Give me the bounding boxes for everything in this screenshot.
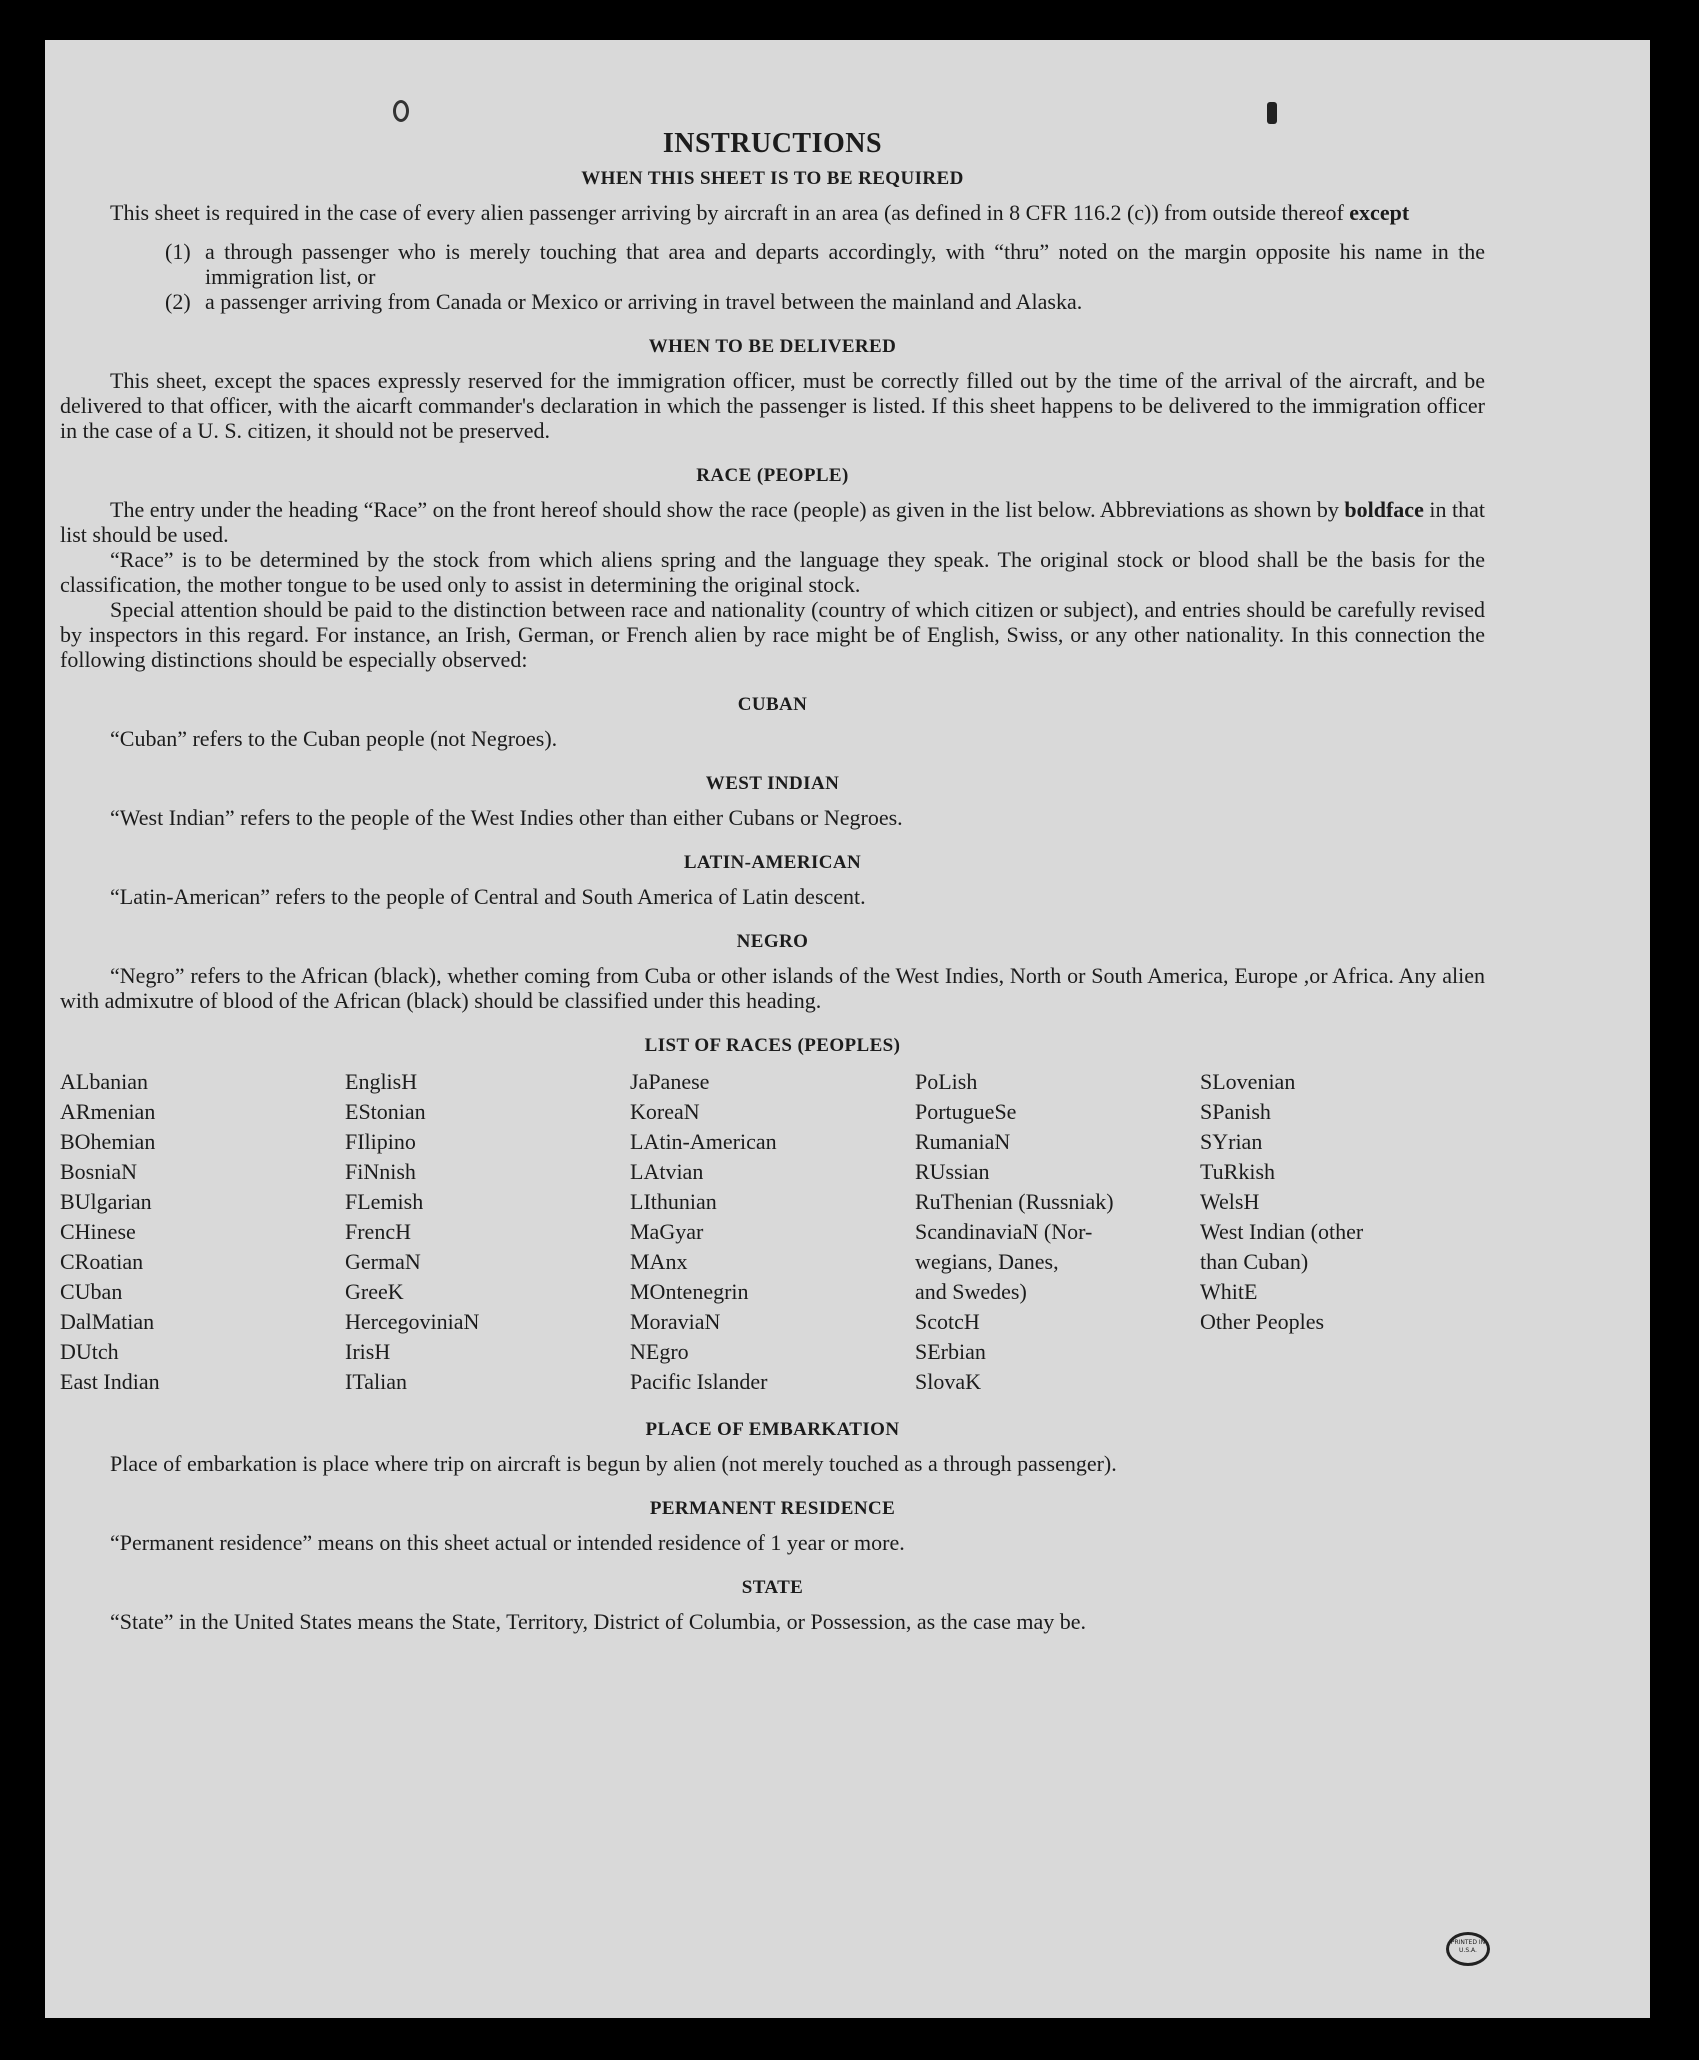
section-text: This sheet is required in the case of every alien passenger arriving by aircraft in an area (as defined in 8 CFR 116.2 (c)) from outside thereof except — [110, 200, 1410, 225]
race-entry: LAtvian — [630, 1159, 704, 1184]
race-entry: FIlipino — [345, 1129, 416, 1154]
race-column — [1200, 1067, 1485, 1397]
race-entry: ITalian — [345, 1369, 407, 1394]
race-entry: BosniaN — [60, 1159, 137, 1184]
section-text: “Latin-American” refers to the people of Central and South America of Latin descent. — [110, 884, 866, 909]
race-list-columns — [60, 1067, 1485, 1397]
race-entry: FLemish — [345, 1189, 424, 1214]
section-heading: NEGRO — [736, 931, 809, 952]
race-entry: WhitE — [1200, 1279, 1258, 1304]
race-entry: WelsH — [1200, 1189, 1260, 1214]
section-text: Place of embarkation is place where trip on aircraft is begun by alien (not merely touched as a through passenger). — [110, 1451, 1117, 1476]
race-entry: SYrian — [1200, 1129, 1263, 1154]
race-entry: JaPanese — [630, 1069, 710, 1094]
section-embarkation — [60, 1419, 1485, 1476]
race-entry: LAtin-American — [630, 1129, 777, 1154]
section-heading: WEST INDIAN — [705, 773, 840, 794]
race-entry: RuThenian (Russniak) — [915, 1189, 1114, 1214]
race-entry: PortugueSe — [915, 1099, 1017, 1124]
section-heading: LATIN-AMERICAN — [683, 852, 862, 873]
race-entry: SPanish — [1200, 1099, 1271, 1124]
race-entry: ScandinaviaN (Nor- wegians, Danes, and Swedes) — [915, 1219, 1093, 1304]
section-text: The entry under the heading “Race” on the front hereof should show the race (people) as given in the list below. Abbreviations as shown by boldface in that list should be used. — [60, 497, 1485, 547]
race-entry: East Indian — [60, 1369, 160, 1394]
list-item: (1) a through passenger who is merely touching that area and departs accordingly, with “thru” noted on the margin opposite his name in the immigration list, or — [165, 239, 1485, 289]
section-heading: PERMANENT RESIDENCE — [649, 1498, 896, 1519]
race-entry: CRoatian — [60, 1249, 144, 1274]
section-latin-american — [60, 852, 1485, 909]
race-column — [915, 1067, 1200, 1397]
race-entry: EStonian — [345, 1099, 426, 1124]
race-entry: MoraviaN — [630, 1309, 721, 1334]
document-sheet — [45, 40, 1650, 2018]
section-heading: WHEN THIS SHEET IS TO BE REQUIRED — [581, 168, 964, 189]
race-entry: IrisH — [345, 1339, 391, 1364]
race-entry: ScotcH — [915, 1309, 980, 1334]
section-race-list — [60, 1035, 1485, 1397]
race-entry: EnglisH — [345, 1069, 418, 1094]
section-text: “Permanent residence” means on this sheet actual or intended residence of 1 year or more. — [110, 1530, 905, 1555]
race-entry: RumaniaN — [915, 1129, 1011, 1154]
race-entry: TuRkish — [1200, 1159, 1276, 1184]
section-text: “Negro” refers to the African (black), whether coming from Cuba or other islands of the West Indies, North or South America, Europe ,or Africa. Any alien with admixutre of blood of the African (black) should be classified under this heading. — [60, 963, 1485, 1013]
race-entry: GermaN — [345, 1249, 421, 1274]
section-text: “Cuban” refers to the Cuban people (not Negroes). — [110, 726, 558, 751]
race-entry: West Indian (other than Cuban) — [1200, 1219, 1364, 1274]
section-text: “West Indian” refers to the people of the West Indies other than either Cubans or Negroes. — [110, 805, 903, 830]
race-entry: SErbian — [915, 1339, 986, 1364]
section-delivered — [60, 336, 1485, 443]
list-item: (2) a passenger arriving from Canada or Mexico or arriving in travel between the mainland and Alaska. — [165, 289, 1083, 314]
section-cuban — [60, 694, 1485, 751]
section-text: “State” in the United States means the State, Territory, District of Columbia, or Possession, as the case may be. — [110, 1609, 1087, 1634]
race-entry: PoLish — [915, 1069, 978, 1094]
section-heading: STATE — [741, 1577, 804, 1598]
section-heading: PLACE OF EMBARKATION — [645, 1419, 900, 1440]
race-entry: CUban — [60, 1279, 123, 1304]
race-column — [60, 1067, 345, 1397]
race-entry: BOhemian — [60, 1129, 156, 1154]
race-entry: MaGyar — [630, 1219, 704, 1244]
section-required — [60, 168, 1485, 314]
race-column — [345, 1067, 630, 1397]
section-heading: CUBAN — [737, 694, 808, 715]
section-negro — [60, 931, 1485, 1013]
race-entry: BUlgarian — [60, 1189, 152, 1214]
section-state — [60, 1577, 1485, 1634]
race-entry: FiNnish — [345, 1159, 416, 1184]
race-entry: Pacific Islander — [630, 1369, 768, 1394]
punch-mark — [393, 100, 409, 122]
section-heading: WHEN TO BE DELIVERED — [648, 336, 897, 357]
race-entry: MAnx — [630, 1249, 688, 1274]
race-entry: DUtch — [60, 1339, 119, 1364]
union-label-stamp: PRINTED IN U.S.A. — [1446, 1932, 1490, 1966]
race-entry: LIthunian — [630, 1189, 717, 1214]
race-entry: SlovaK — [915, 1369, 981, 1394]
ink-mark — [1267, 102, 1277, 124]
section-heading: RACE (PEOPLE) — [696, 465, 849, 486]
race-entry: FrencH — [345, 1219, 411, 1244]
section-heading: LIST OF RACES (PEOPLES) — [644, 1035, 901, 1056]
section-west-indian — [60, 773, 1485, 830]
race-entry: NEgro — [630, 1339, 689, 1364]
race-entry: SLovenian — [1200, 1069, 1296, 1094]
section-text: Special attention should be paid to the distinction between race and nationality (country of which citizen or subject), and entries should be carefully revised by inspectors in this regard. For instance, an Irish, German, or French alien by race might be of English, Swiss, or any other nationality. In this connection the following distinctions should be especially observed: — [60, 597, 1485, 672]
race-entry: Other Peoples — [1200, 1309, 1325, 1334]
exception-list — [60, 239, 1485, 314]
section-text: “Race” is to be determined by the stock from which aliens spring and the language they speak. The original stock or blood shall be the basis for the classification, the mother tongue to be used only to assist in determining the original stock. — [60, 547, 1485, 597]
race-entry: ALbanian — [60, 1069, 148, 1094]
race-entry: KoreaN — [630, 1099, 700, 1124]
page-title: INSTRUCTIONS — [662, 128, 883, 159]
race-entry: RUssian — [915, 1159, 990, 1184]
race-column — [630, 1067, 915, 1397]
race-entry: GreeK — [345, 1279, 404, 1304]
section-text: This sheet, except the spaces expressly reserved for the immigration officer, must be correctly filled out by the time of the arrival of the aircraft, and be delivered to that officer, with the aicarft commander's declaration in which the passenger is listed. If this sheet happens to be delivered to the immigration officer in the case of a U. S. citizen, it should not be preserved. — [60, 368, 1485, 443]
section-residence — [60, 1498, 1485, 1555]
race-entry: MOntenegrin — [630, 1279, 749, 1304]
section-race — [60, 465, 1485, 672]
race-entry: ARmenian — [60, 1099, 156, 1124]
race-entry: CHinese — [60, 1219, 136, 1244]
race-entry: HercegoviniaN — [345, 1309, 480, 1334]
instructions-content — [60, 128, 1485, 1656]
race-entry: DalMatian — [60, 1309, 155, 1334]
